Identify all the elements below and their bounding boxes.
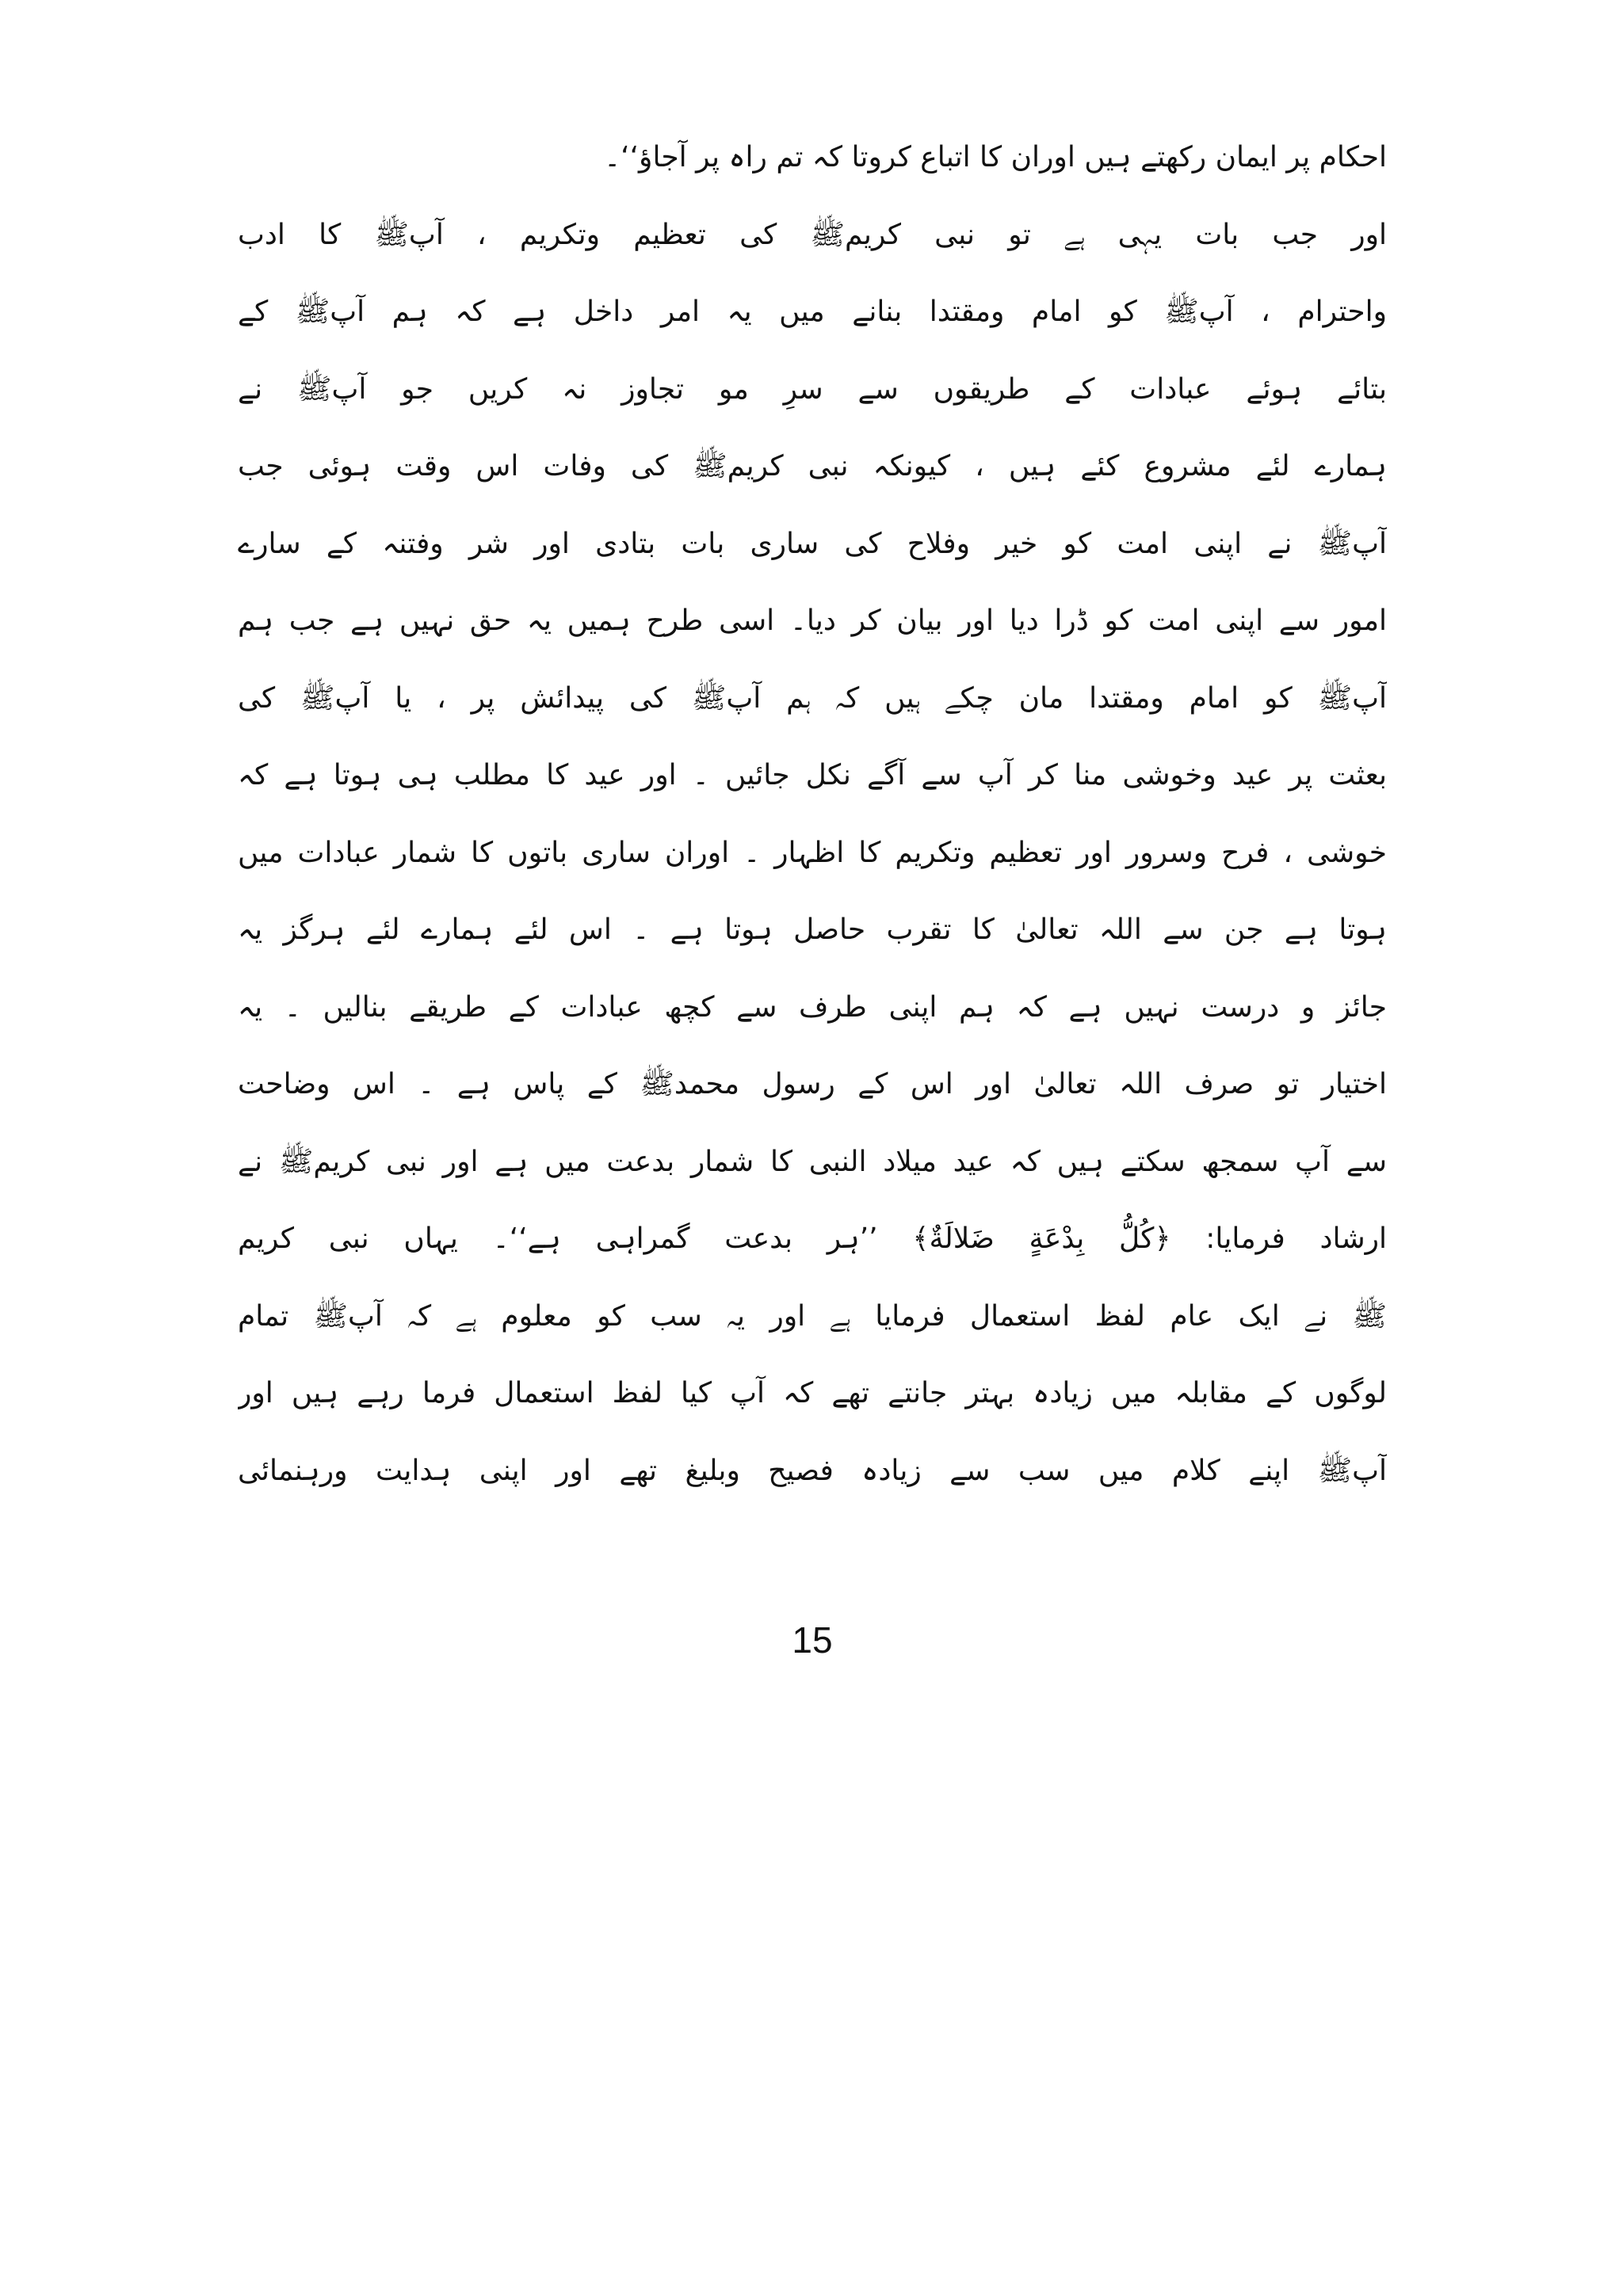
text-line: خوشی ، فرح وسرور اور تعظیم وتکریم کا اظہار ۔ اوران ساری باتوں کا شمار عبادات میں <box>238 836 1387 869</box>
body-text <box>238 119 1387 1509</box>
text-line: آپﷺ نے اپنی امت کو خیر وفلاح کی ساری بات بتادی اور شر وفتنہ کے سارے <box>238 527 1387 560</box>
text-line: جائز و درست نہیں ہے کہ ہم اپنی طرف سے کچھ عبادات کے طریقے بنالیں ۔ یہ <box>238 990 1387 1024</box>
page-number: 15 <box>792 1619 833 1661</box>
text-line: امور سے اپنی امت کو ڈرا دیا اور بیان کر دیا۔ اسی طرح ہمیں یہ حق نہیں ہے جب ہم <box>238 605 1387 637</box>
text-line: احکام پر ایمان رکھتے ہیں اوران کا اتباع کروتا کہ تم راہ پر آجاؤ‘‘۔ <box>604 141 1387 174</box>
text-line: سے آپ سمجھ سکتے ہیں کہ عید میلاد النبی کا شمار بدعت میں ہے اور نبی کریمﷺ نے <box>238 1145 1387 1178</box>
text-line: اور جب بات یہی ہے تو نبی کریمﷺ کی تعظیم وتکریم ، آپﷺ کا ادب <box>238 218 1387 251</box>
text-line: ارشاد فرمایا: ﴿كُلُّ بِدْعَةٍ ضَلالَةٌ﴾ ’’ہر بدعت گمراہی ہے‘‘۔ یہاں نبی کریم <box>238 1222 1387 1255</box>
text-line: آپﷺ کو امام ومقتدا مان چکے ہیں کہ ہم آپﷺ کی پیدائش پر ، یا آپﷺ کی <box>238 681 1387 715</box>
text-line: لوگوں کے مقابلہ میں زیادہ بہتر جانتے تھے کہ آپ کیا لفظ استعمال فرما رہے ہیں اور <box>238 1377 1387 1409</box>
text-line: ہوتا ہے جن سے اللہ تعالیٰ کا تقرب حاصل ہوتا ہے ۔ اس لئے ہمارے لئے ہرگز یہ <box>238 913 1387 946</box>
text-line: ﷺ نے ایک عام لفظ استعمال فرمایا ہے اور یہ سب کو معلوم ہے کہ آپﷺ تمام <box>238 1299 1387 1333</box>
text-line: آپﷺ اپنے کلام میں سب سے زیادہ فصیح وبلیغ تھے اور اپنی ہدایت ورہنمائی <box>238 1454 1387 1487</box>
text-line: اختیار تو صرف اللہ تعالیٰ اور اس کے رسول محمدﷺ کے پاس ہے ۔ اس وضاحت <box>238 1068 1387 1100</box>
text-line: ہمارے لئے مشروع کئے ہیں ، کیونکہ نبی کریمﷺ کی وفات اس وقت ہوئی جب <box>238 450 1387 482</box>
text-line: بتائے ہوئے عبادات کے طریقوں سے سرِ مو تجاوز نہ کریں جو آپﷺ نے <box>238 372 1387 406</box>
text-line: بعثت پر عید وخوشی منا کر آپ سے آگے نکل جائیں ۔ اور عید کا مطلب ہی ہوتا ہے کہ <box>238 759 1387 791</box>
text-line: واحترام ، آپﷺ کو امام ومقتدا بنانے میں یہ امر داخل ہے کہ ہم آپﷺ کے <box>238 296 1387 328</box>
